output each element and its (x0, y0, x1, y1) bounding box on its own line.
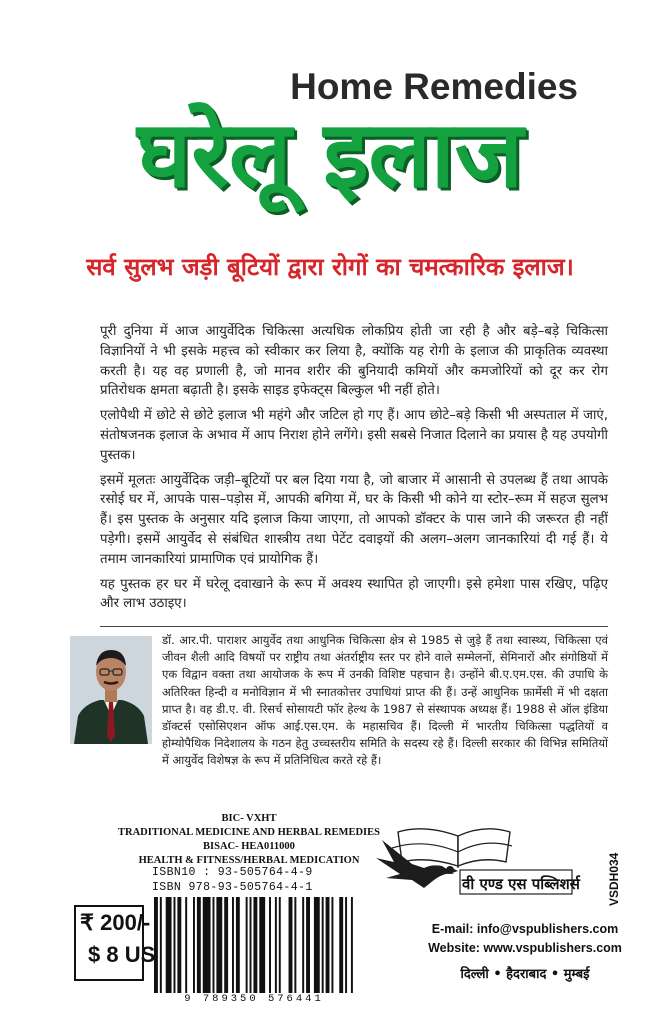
barcode-bar (331, 897, 333, 993)
barcode-bar (351, 897, 353, 993)
author-bio-text: डॉ. आर.पी. पाराशर आयुर्वेद तथा आधुनिक चिकित्सा क्षेत्र से 1985 से जुड़े हैं तथा स्वास्थ्य, चिकित्सा एवं जीवन शैली आदि विषयों पर राष्ट्रीय तथा अंतर्राष्ट्रीय स्तर पर होने वाले सम्मेलनों, सेमिनारों और संगोष्ठियों में एक विद्वान वक्ता तथा आयोजक के रूप में उनकी विशिष्ट पहचान है। उन्होंने बी.ए.एम.एस. की उपाधि के अतिरिक्त हिन्दी व मनोविज्ञान में भी स्नातकोत्तर उपाधियां प्राप्त की हैं। उन्हें आधुनिक फ़ार्मेसी में भी दक्षता प्राप्त है। वह डी.ए. वी. रिसर्च सोसायटी फॉर हेल्थ के 1987 से संस्थापक अध्यक्ष हैं। 1988 से ऑल इंडिया डॉक्टर्स एसोसिएशन ऑफ आई.एस.एम. के महासचिव हैं। दिल्ली में भारतीय चिकित्सा पद्धतियों व होम्योपैथिक निदेशालय के गठन हेतु उच्चस्तरीय समिति के सदस्य रहे हैं। दिल्ली सरकार की विभिन्न समितियों में आयुर्वेद विशेषज्ञ के रूप में प्रतिनिधित्व करते रहे हैं। (162, 633, 608, 768)
barcode-bar (259, 897, 265, 993)
barcode-bar (236, 897, 240, 993)
description-paragraph: इसमें मूलतः आयुर्वेदिक जड़ी–बूटियों पर बल दिया गया है, जो बाजार में आसानी से उपलब्ध हैं तथा आपके रसोई घर में, आपके पास–पड़ोस में, आपकी बगिया में, घर के किसी भी कोने या स्टोर–रूम में सहज सुलभ हैं। इस पुस्तक के अनुसार यदि इलाज किया जाएगा, तो आपको डॉक्टर के पास जाने की जरूरत ही नहीं पड़ेगी। इसमें आयुर्वेद से संबंधित शास्त्रीय तथा पेटेंट दवाइयों की अलग–अलग जानकारियां दी गई हैं। ये तमाम जानकारियां प्रामाणिक एवं प्रायोगिक हैं। (100, 472, 608, 567)
barcode-bar (345, 897, 347, 993)
barcode-bar (185, 897, 187, 993)
barcode-bar (224, 897, 228, 993)
barcode-bar (339, 897, 343, 993)
barcode-bar (314, 897, 320, 993)
description-paragraph: पूरी दुनिया में आज आयुर्वेदिक चिकित्सा अत्यधिक लोकप्रिय होती जा रही है और बड़े–बड़े चिकित्सा विज्ञानियों ने भी इसके महत्त्व को स्वीकार कर लिया है, क्योंकि यह रोगी के इलाज की प्राकृतिक व्यवस्था करती है। यह वह प्रणाली है, जो मानव शरीर की बुनियादी कमियों और कमजोरियों को दूर कर रोग प्रतिरोधक क्षमता बढ़ाती है। इसके साइड इफेक्ट्स बिल्कुल भी नहीं होते। (100, 324, 608, 399)
bic-description: TRADITIONAL MEDICINE AND HERBAL REMEDIES (118, 827, 380, 838)
barcode-bar (216, 897, 222, 993)
barcode-bar (302, 897, 304, 993)
publisher-name: वी एण्ड एस पब्लिशर्स (462, 875, 580, 893)
publisher-cities: दिल्ली • हैदराबाद • मुम्बई (460, 967, 590, 982)
book-icon (392, 829, 512, 868)
barcode-bar (250, 897, 252, 993)
barcode-bar (253, 897, 257, 993)
barcode-bar (193, 897, 195, 993)
separator-line (100, 626, 608, 627)
barcode-bar (166, 897, 172, 993)
description-paragraph: यह पुस्तक हर घर में घरेलू दवाखाने के रूप में अवश्य स्थापित हो जाएगी। इसे हमेशा पास रखिए, पढ़िए और लाभ उठाइए। (100, 576, 608, 612)
publisher-website: Website: www.vspublishers.com (428, 941, 622, 955)
barcode-bar (294, 897, 296, 993)
description (100, 322, 608, 619)
barcode-bar (322, 897, 324, 993)
barcode-bar (177, 897, 181, 993)
barcode-digits: 9 789350 576441 (184, 993, 324, 1005)
subtitle: सर्व सुलभ जड़ी बूटियों द्वारा रोगों का चमत्कारिक इलाज। (86, 253, 574, 281)
barcode-bar (275, 897, 277, 993)
barcode-bar (160, 897, 162, 993)
barcode-bar (269, 897, 271, 993)
title-hindi: घरेलू इलाज (136, 101, 524, 208)
bisac-description: HEALTH & FITNESS/HERBAL MEDICATION (138, 855, 360, 866)
barcode-bar (289, 897, 293, 993)
barcode-bar (197, 897, 201, 993)
title-english: Home Remedies (290, 66, 578, 107)
barcode-bar (279, 897, 281, 993)
barcode-bar (174, 897, 176, 993)
barcode-bar (203, 897, 211, 993)
price-inr: ₹ 200/- (80, 910, 151, 935)
author-bio (100, 632, 608, 770)
bic-code: BIC- VXHT (221, 813, 277, 824)
barcode-icon (148, 841, 360, 1001)
bisac-code: BISAC- HEA011000 (203, 841, 295, 852)
isbn10: ISBN10 : 93-505764-4-9 (152, 866, 313, 879)
barcode-bar (306, 897, 310, 993)
product-code-text: VSDH034 (607, 852, 621, 906)
barcode-bar (232, 897, 234, 993)
barcode-bar (213, 897, 215, 993)
barcode-bar (326, 897, 330, 993)
product-code (604, 848, 624, 908)
publisher-email: E-mail: info@vspublishers.com (431, 922, 619, 936)
barcode-bar (246, 897, 248, 993)
description-paragraph: एलोपैथी में छोटे से छोटे इलाज भी महंगे और जटिल हो गए हैं। आप छोटे–बड़े किसी भी अस्पताल में जाएं, संतोषजनक इलाज के अभाव में आप निराश होने लगेंगे। इसी सबसे निजात दिलाने का प्रयास है यह उपयोगी पुस्तक। (100, 408, 608, 463)
price-usd: $ 8 US (88, 942, 156, 967)
isbn13: ISBN 978-93-505764-4-1 (152, 881, 313, 894)
